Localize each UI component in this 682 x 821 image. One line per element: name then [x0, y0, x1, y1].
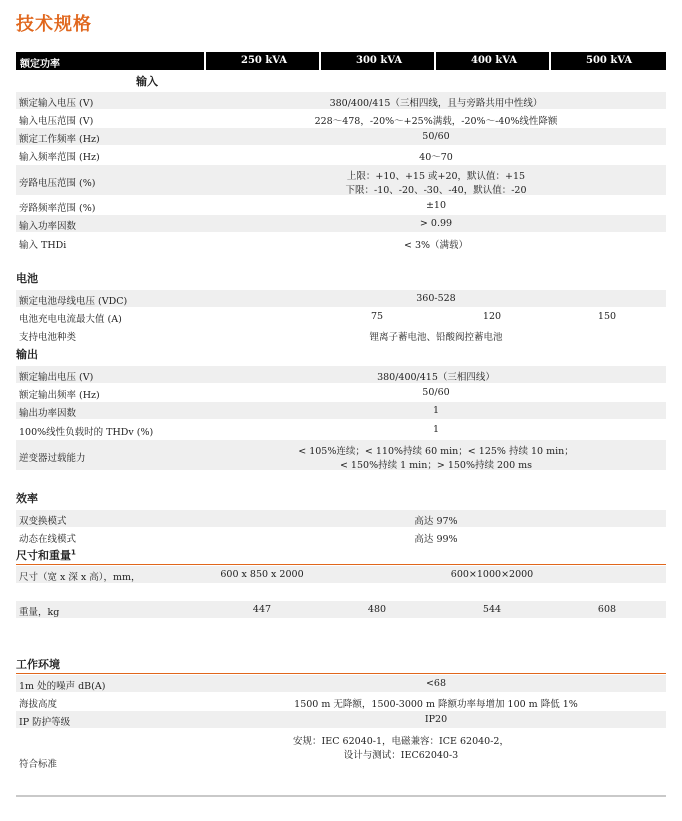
row-value: 380/400/415（三相四线） [377, 372, 495, 383]
row-label: 输入频率范围 (Hz) [19, 152, 100, 163]
table-row [16, 197, 666, 214]
section-heading-output: 输出 [16, 348, 38, 361]
table-row [16, 146, 666, 163]
row-value-line2: 设计与测试：IEC62040-3 [343, 750, 459, 761]
row-value-line1: 上限：+10、+15 或+20，默认值：+15 [346, 171, 526, 182]
row-label: 旁路频率范围 (%) [19, 203, 96, 214]
row-value-400: 120 [482, 311, 502, 322]
row-value: 228～478，-20%～+25%满载，-20%～-40%线性降额 [314, 116, 558, 127]
table-row [16, 215, 666, 232]
row-value: < 3%（满载） [403, 240, 469, 251]
row-label: 重量，kg [19, 607, 60, 618]
row-value: 40～70 [419, 152, 453, 163]
row-value: IP20 [424, 714, 448, 725]
section-heading-dimensions [16, 547, 76, 563]
header-col-500: 500 kVA [585, 55, 633, 66]
table-row [16, 675, 666, 692]
row-label: 支持电池种类 [19, 332, 77, 343]
section-rule [16, 673, 666, 674]
table-row [16, 528, 666, 545]
table-row [16, 234, 666, 251]
row-label: 输出功率因数 [19, 408, 77, 419]
row-label: 1m 处的噪声 dB(A) [19, 681, 106, 692]
row-value-250: 600 x 850 x 2000 [220, 569, 304, 580]
table-row [16, 308, 666, 325]
row-value-300: 480 [367, 604, 387, 615]
row-value: > 0.99 [419, 218, 453, 229]
row-value: 高达 99% [414, 534, 458, 545]
row-value-line2: < 150%持续 1 min；> 150%持续 200 ms [339, 460, 533, 471]
row-label: 额定输出频率 (Hz) [19, 390, 100, 401]
table-row [16, 510, 666, 527]
row-label: 符合标准 [19, 759, 58, 770]
table-row [16, 128, 666, 145]
row-label: 输入功率因数 [19, 221, 77, 232]
row-value: 380/400/415（三相四线，且与旁路共用中性线） [329, 98, 543, 109]
row-label: 逆变器过载能力 [19, 453, 86, 464]
row-label: IP 防护等级 [19, 717, 71, 728]
header-col-300: 300 kVA [355, 55, 403, 66]
table-row [16, 384, 666, 401]
section-heading-input: 输入 [136, 75, 158, 88]
table-row [16, 421, 666, 438]
row-label: 旁路电压范围 (%) [19, 178, 96, 189]
table-row [16, 601, 666, 618]
row-value: 50/60 [422, 387, 450, 398]
row-label: 输入电压范围 (V) [19, 116, 94, 127]
row-label: 额定电池母线电压 (VDC) [19, 296, 128, 307]
row-value: 1500 m 无降额，1500-3000 m 降额功率每增加 100 m 降低 1% [294, 699, 578, 710]
table-row [16, 165, 666, 195]
bottom-rule [16, 795, 666, 797]
row-label: 动态在线模式 [19, 534, 77, 545]
table-row [16, 290, 666, 307]
table-row [16, 711, 666, 728]
table-row [16, 92, 666, 109]
row-value: 50/60 [422, 131, 450, 142]
row-value-400: 544 [482, 604, 502, 615]
section-heading-environment: 工作环境 [16, 658, 60, 671]
row-value-500: 150 [597, 311, 617, 322]
table-row [16, 693, 666, 710]
heading-text: 尺寸和重量 [16, 549, 71, 562]
row-value: 高达 97% [414, 516, 458, 527]
header-label: 额定功率 [20, 59, 60, 70]
header-col-400: 400 kVA [470, 55, 518, 66]
row-value-250: 447 [252, 604, 272, 615]
table-row [16, 730, 666, 774]
spec-table-header [16, 52, 666, 70]
section-heading-battery: 电池 [16, 272, 38, 285]
row-label: 额定输入电压 (V) [19, 98, 94, 109]
row-label: 额定输出电压 (V) [19, 372, 94, 383]
page-title: 技术规格 [16, 14, 92, 35]
section-rule [16, 564, 666, 565]
row-label: 额定工作频率 (Hz) [19, 134, 100, 145]
row-label: 双变换模式 [19, 516, 67, 527]
row-label: 电池充电电流最大值 (A) [19, 314, 122, 325]
row-value: 360-528 [416, 293, 456, 304]
row-value: 1 [432, 405, 440, 416]
row-value: 锂离子蓄电池、铅酸阀控蓄电池 [369, 332, 503, 343]
row-label: 尺寸（宽 x 深 x 高），mm， [19, 572, 141, 583]
table-row [16, 366, 666, 383]
section-heading-efficiency: 效率 [16, 492, 38, 505]
row-value-line2: 下限：-10、-20、-30、-40，默认值：-20 [345, 185, 527, 196]
table-row [16, 110, 666, 127]
row-label: 海拔高度 [19, 699, 58, 710]
row-value-line1: 安规：IEC 62040-1，电磁兼容：ICE 62040-2， [293, 736, 509, 747]
table-row [16, 566, 666, 583]
row-label: 输入 THDi [19, 240, 67, 251]
header-col-250: 250 kVA [240, 55, 288, 66]
row-value-300-500: 600×1000×2000 [450, 569, 534, 580]
row-value: <68 [425, 678, 447, 689]
table-row [16, 326, 666, 343]
row-value-500: 608 [597, 604, 617, 615]
row-value: 1 [432, 424, 440, 435]
table-row [16, 440, 666, 470]
row-label: 100%线性负载时的 THDv (%) [19, 427, 154, 438]
row-value-line1: < 105%连续；< 110%持续 60 min；< 125% 持续 10 min； [298, 446, 574, 457]
footnote-marker: 1 [71, 548, 76, 557]
table-row [16, 402, 666, 419]
row-value-250: 75 [370, 311, 384, 322]
row-value: ±10 [425, 200, 447, 211]
